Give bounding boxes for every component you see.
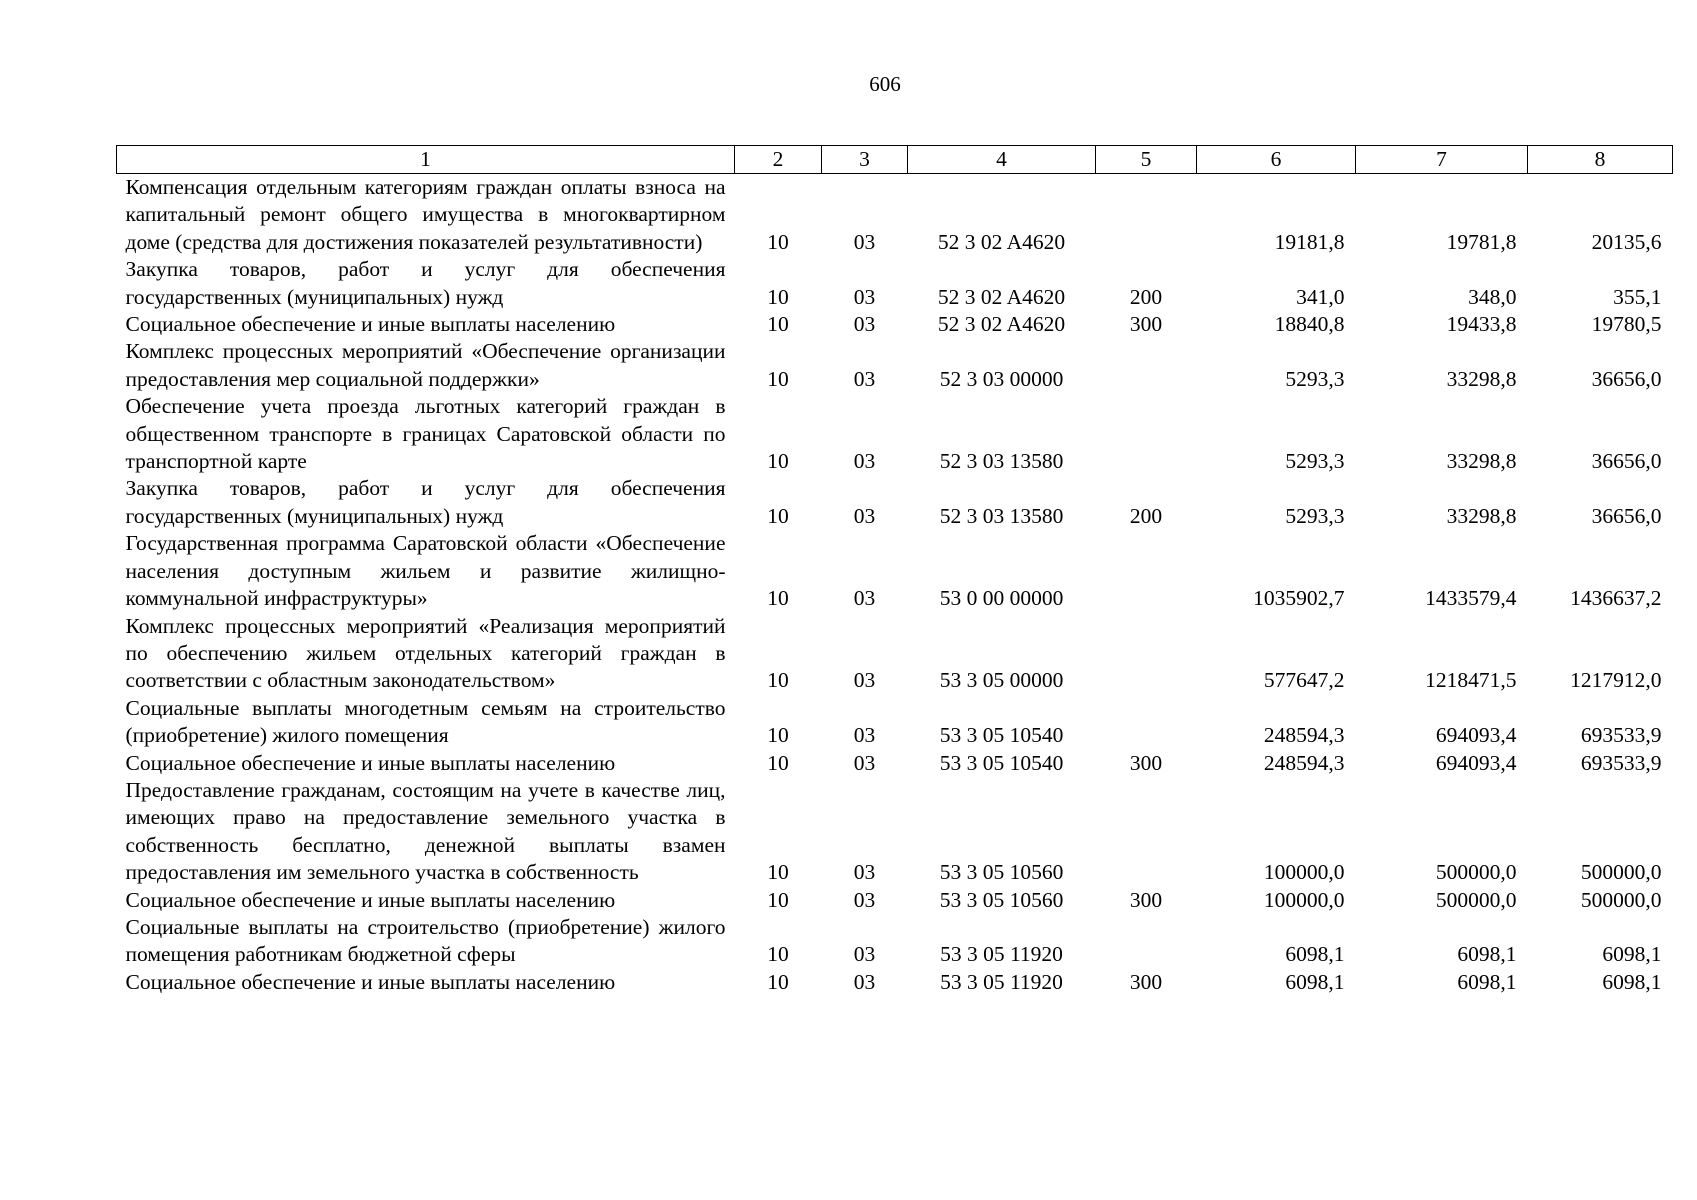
row-name: Социальное обеспечение и иные выплаты населению [125, 887, 616, 912]
row-value-2: 33298,8 [1446, 503, 1517, 528]
row-value-3: 355,1 [1613, 284, 1662, 309]
row-type [1096, 393, 1197, 475]
row-subsection: 03 [853, 312, 876, 337]
table-row [117, 969, 1673, 996]
page-number: 606 [869, 72, 901, 96]
row-value-3: 1217912,0 [1570, 668, 1662, 693]
row-value-2: 6098,1 [1457, 942, 1517, 967]
row-type [1096, 695, 1197, 750]
row-target: 52 3 02 A4620 [937, 229, 1066, 254]
table-body [117, 174, 1673, 997]
row-value-2: 19781,8 [1446, 229, 1517, 254]
row-value-1: 100000,0 [1263, 887, 1345, 912]
row-value-3: 693533,9 [1580, 750, 1662, 775]
row-subsection: 03 [853, 723, 876, 748]
row-section: 10 [767, 887, 789, 912]
row-value-2: 500000,0 [1435, 860, 1517, 885]
row-section: 10 [767, 668, 789, 693]
table-row [117, 256, 1673, 311]
row-name: Закупка товаров, работ и услуг для обеспечения государственных (муниципальных) нужд [125, 257, 726, 309]
row-name: Комплекс процессных мероприятий «Реализация мероприятий по обеспечению жильем отдельных категорий граждан в соответствии с областным законодательством» [125, 613, 726, 693]
table-header [117, 146, 1673, 174]
row-subsection: 03 [853, 887, 876, 912]
row-section: 10 [767, 750, 789, 775]
row-value-2: 348,0 [1468, 284, 1517, 309]
row-subsection: 03 [853, 503, 876, 528]
row-subsection: 03 [853, 750, 876, 775]
row-name: Компенсация отдельным категориям граждан оплаты взноса на капитальный ремонт общего имущества в многоквартирном доме (средства для достижения показателей результативности) [125, 175, 726, 254]
table-row [117, 914, 1673, 969]
row-target: 53 0 00 00000 [939, 586, 1064, 611]
row-subsection: 03 [853, 860, 876, 885]
row-value-2: 19433,8 [1446, 312, 1517, 337]
row-section: 10 [767, 449, 789, 474]
row-target: 53 3 05 10540 [939, 723, 1064, 748]
row-type: 300 [1129, 887, 1163, 912]
row-value-1: 6098,1 [1285, 969, 1345, 994]
table-row [117, 613, 1673, 695]
row-section: 10 [767, 284, 789, 309]
row-name: Предоставление гражданам, состоящим на учете в качестве лиц, имеющих право на предоставление земельного участка в собственность бесплатно, денежной выплаты взамен предоставления им земельного участка в собственность [125, 777, 726, 885]
column-header-type: 5 [1096, 146, 1197, 174]
row-value-3: 36656,0 [1591, 503, 1662, 528]
row-section: 10 [767, 586, 789, 611]
row-name: Социальные выплаты многодетным семьям на строительство (приобретение) жилого помещения [125, 695, 726, 748]
row-value-3: 19780,5 [1591, 312, 1662, 337]
row-type [1096, 174, 1197, 257]
column-header-value-1: 6 [1197, 146, 1356, 174]
row-name: Социальные выплаты на строительство (приобретение) жилого помещения работникам бюджетной сферы [125, 914, 726, 967]
row-subsection: 03 [853, 449, 876, 474]
row-name: Социальное обеспечение и иные выплаты населению [125, 969, 616, 994]
row-subsection: 03 [853, 942, 876, 967]
row-name: Государственная программа Саратовской области «Обеспечение населения доступным жильем и развитие жилищно-коммунальной инфраструктуры» [125, 531, 726, 611]
row-value-1: 341,0 [1296, 284, 1345, 309]
table-row [117, 695, 1673, 750]
row-target: 52 3 03 00000 [939, 366, 1064, 391]
row-value-2: 33298,8 [1446, 366, 1517, 391]
row-value-1: 5293,3 [1285, 366, 1345, 391]
column-header-subsection: 3 [822, 146, 908, 174]
row-subsection: 03 [853, 668, 876, 693]
row-subsection: 03 [853, 366, 876, 391]
row-value-3: 6098,1 [1602, 942, 1662, 967]
row-value-1: 18840,8 [1274, 312, 1345, 337]
row-value-2: 500000,0 [1435, 887, 1517, 912]
row-target: 52 3 02 A4620 [937, 284, 1066, 309]
row-value-1: 6098,1 [1285, 942, 1345, 967]
row-value-1: 100000,0 [1263, 860, 1345, 885]
row-section: 10 [767, 366, 789, 391]
row-type: 200 [1129, 503, 1163, 528]
row-value-2: 1433579,4 [1425, 586, 1517, 611]
row-subsection: 03 [853, 969, 876, 994]
row-name: Комплекс процессных мероприятий «Обеспечение организации предоставления мер социальной поддержки» [125, 339, 726, 391]
row-value-1: 5293,3 [1285, 449, 1345, 474]
row-value-3: 20135,6 [1591, 229, 1662, 254]
column-header-target: 4 [908, 146, 1096, 174]
row-name: Социальное обеспечение и иные выплаты населению [125, 750, 616, 775]
row-value-1: 577647,2 [1263, 668, 1345, 693]
table-row [117, 750, 1673, 777]
row-value-1: 1035902,7 [1253, 586, 1345, 611]
row-value-3: 500000,0 [1580, 860, 1662, 885]
row-section: 10 [767, 229, 789, 254]
row-value-2: 33298,8 [1446, 449, 1517, 474]
row-type: 300 [1129, 969, 1163, 994]
row-value-1: 248594,3 [1263, 750, 1345, 775]
table-row [117, 393, 1673, 475]
row-subsection: 03 [853, 229, 876, 254]
column-header-name: 1 [117, 146, 735, 174]
row-value-3: 6098,1 [1602, 969, 1662, 994]
row-subsection: 03 [853, 586, 876, 611]
row-subsection: 03 [853, 284, 876, 309]
row-target: 53 3 05 10560 [939, 887, 1064, 912]
table-row [117, 475, 1673, 530]
row-value-2: 1218471,5 [1425, 668, 1517, 693]
budget-table [116, 145, 1673, 996]
row-type: 300 [1129, 750, 1163, 775]
row-value-1: 19181,8 [1274, 229, 1345, 254]
row-value-3: 36656,0 [1591, 366, 1662, 391]
row-target: 52 3 03 13580 [939, 503, 1064, 528]
row-value-2: 694093,4 [1435, 723, 1517, 748]
row-type [1096, 914, 1197, 969]
row-value-3: 500000,0 [1580, 887, 1662, 912]
row-type [1096, 530, 1197, 612]
row-value-2: 694093,4 [1435, 750, 1517, 775]
row-section: 10 [767, 723, 789, 748]
row-name: Закупка товаров, работ и услуг для обеспечения государственных (муниципальных) нужд [125, 476, 726, 528]
row-type: 300 [1129, 312, 1163, 337]
column-header-section: 2 [735, 146, 822, 174]
table-row [117, 174, 1673, 257]
row-section: 10 [767, 942, 789, 967]
row-target: 52 3 03 13580 [939, 449, 1064, 474]
row-name: Социальное обеспечение и иные выплаты населению [125, 312, 616, 337]
row-value-3: 693533,9 [1580, 723, 1662, 748]
row-value-1: 248594,3 [1263, 723, 1345, 748]
row-section: 10 [767, 969, 789, 994]
row-section: 10 [767, 503, 789, 528]
header-row [117, 146, 1673, 174]
row-target: 53 3 05 00000 [939, 668, 1064, 693]
row-type [1096, 777, 1197, 887]
row-type [1096, 613, 1197, 695]
column-header-value-3: 8 [1528, 146, 1673, 174]
row-value-3: 36656,0 [1591, 449, 1662, 474]
row-value-1: 5293,3 [1285, 503, 1345, 528]
table-row [117, 530, 1673, 612]
row-section: 10 [767, 312, 789, 337]
row-name: Обеспечение учета проезда льготных категорий граждан в общественном транспорте в границах Саратовской области по транспортной карте [125, 394, 726, 474]
row-target: 53 3 05 10560 [939, 860, 1064, 885]
row-target: 53 3 05 11920 [940, 969, 1063, 994]
row-value-2: 6098,1 [1457, 969, 1517, 994]
row-section: 10 [767, 860, 789, 885]
table-row [117, 777, 1673, 887]
row-target: 53 3 05 10540 [939, 750, 1064, 775]
table-row [117, 338, 1673, 393]
row-target: 52 3 02 A4620 [937, 312, 1066, 337]
column-header-value-2: 7 [1356, 146, 1528, 174]
row-target: 53 3 05 11920 [940, 942, 1063, 967]
table-row [117, 311, 1673, 338]
row-type [1096, 338, 1197, 393]
row-value-3: 1436637,2 [1570, 586, 1662, 611]
row-type: 200 [1129, 284, 1163, 309]
table-row [117, 887, 1673, 914]
